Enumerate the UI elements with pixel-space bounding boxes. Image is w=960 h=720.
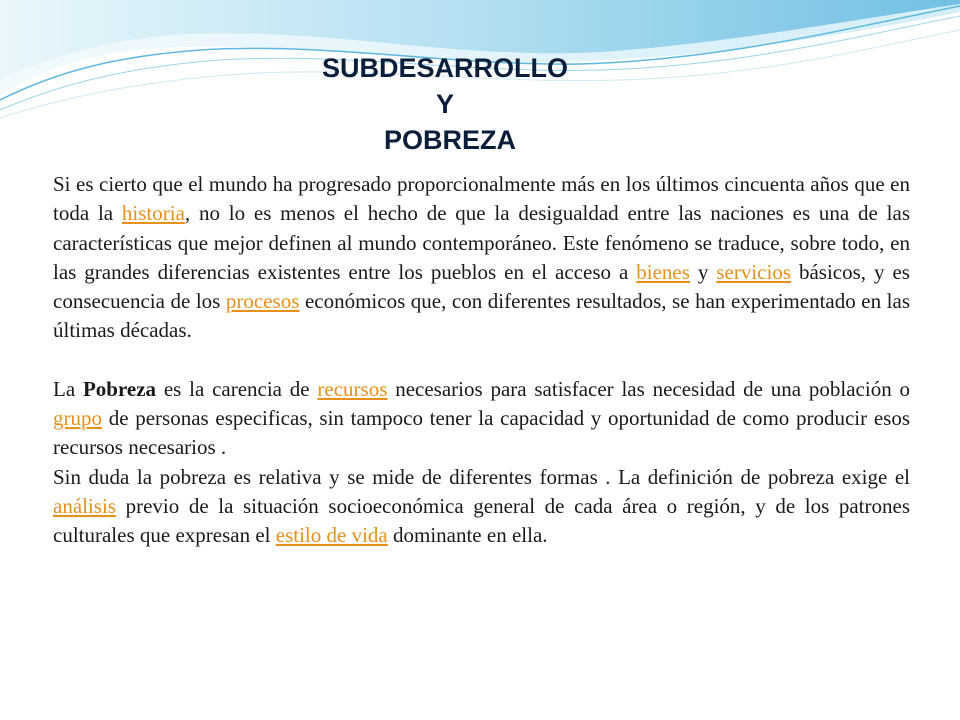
text-run: básicos, y es consecuencia de los [53, 259, 910, 314]
text-run: es la carencia de [156, 376, 318, 401]
link-analisis[interactable]: análisis [53, 493, 116, 518]
text-run: Sin duda la pobreza es relativa y se mide de diferentes formas . La definición de pobreza exige el [53, 464, 910, 489]
title-line-3: POBREZA [383, 125, 516, 155]
text-run: previo de la situación socioeconómica general de cada área o región, y de los patrones culturales que expresan el [53, 493, 910, 548]
page-title [300, 50, 590, 158]
text-run: de personas especificas, sin tampoco tener la capacidad y oportunidad de como producir esos recursos necesarios . [53, 406, 910, 460]
text-run: económicos que, con diferentes resultados, se han experimentado en las últimas décadas. [53, 289, 910, 343]
text-run: necesarios para satisfacer las necesidad de una población o [387, 376, 910, 401]
link-servicios[interactable]: servicios [716, 259, 792, 284]
title-line-1: SUBDESARROLLO [321, 53, 568, 83]
link-bienes[interactable]: bienes [636, 259, 690, 284]
term-pobreza: Pobreza [82, 376, 157, 401]
text-run: dominante en ella. [387, 523, 548, 548]
link-grupo[interactable]: grupo [53, 406, 102, 431]
title-line-2: Y [435, 89, 454, 119]
body-text [53, 170, 910, 551]
paragraph-pobreza [53, 375, 910, 551]
text-run: Si es cierto que el mundo ha progresado proporcionalmente más en los últimos cincuenta años que en toda la [53, 172, 910, 226]
link-historia[interactable]: historia [121, 201, 185, 226]
link-procesos[interactable]: procesos [225, 289, 300, 314]
link-estilo-de-vida[interactable]: estilo de vida [275, 523, 388, 548]
text-run: y [689, 259, 717, 284]
link-recursos[interactable]: recursos [317, 376, 388, 401]
paragraph-subdesarrollo [53, 170, 910, 346]
text-run: La [53, 376, 83, 401]
text-run: , no lo es menos el hecho de que la desigualdad entre las naciones es una de las características que mejor definen al mundo contemporáneo. Este fenómeno se traduce, sobre todo, en las grandes diferencias existentes entre los pueblos en el acceso a [53, 201, 910, 284]
